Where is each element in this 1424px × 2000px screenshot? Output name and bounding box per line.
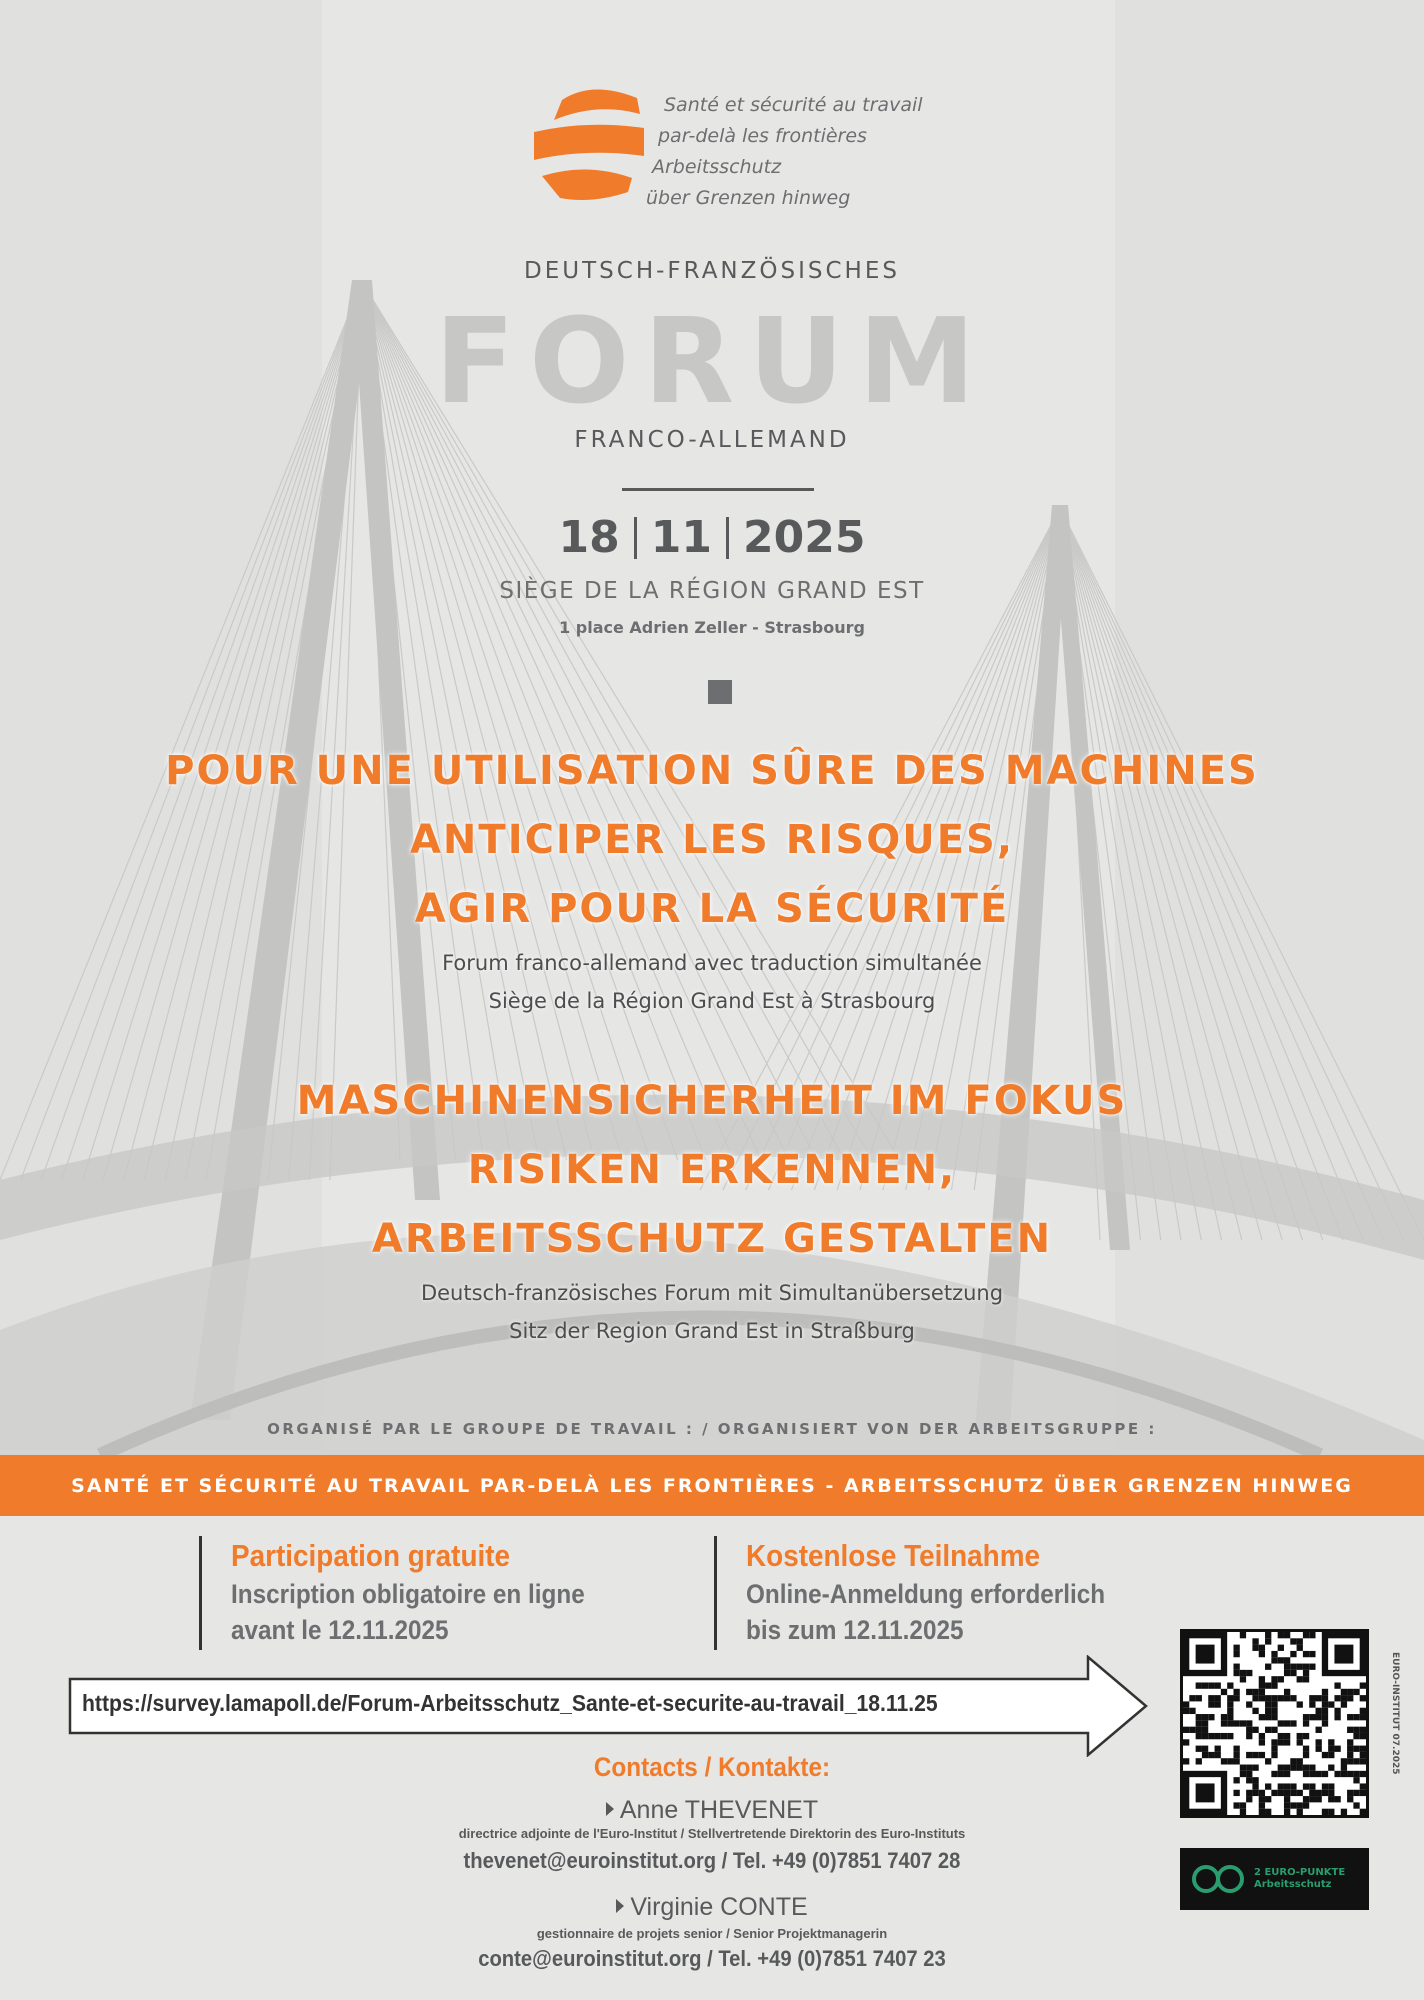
qr-module	[1316, 1739, 1322, 1745]
qr-module	[1284, 1783, 1290, 1789]
qr-module	[1227, 1708, 1233, 1714]
qr-module	[1240, 1676, 1246, 1682]
qr-module	[1215, 1733, 1221, 1739]
qr-module	[1316, 1727, 1322, 1733]
qr-code-icon[interactable]	[1180, 1629, 1369, 1818]
qr-module	[1328, 1746, 1334, 1752]
qr-module	[1196, 1714, 1202, 1720]
qr-module	[1322, 1689, 1328, 1695]
qr-module	[1284, 1739, 1290, 1745]
qr-module	[1215, 1695, 1221, 1701]
qr-module	[1290, 1783, 1296, 1789]
qr-module	[1353, 1689, 1359, 1695]
qr-module	[1252, 1638, 1258, 1644]
qr-module	[1196, 1733, 1202, 1739]
qr-module	[1189, 1695, 1195, 1701]
qr-module	[1227, 1720, 1233, 1726]
qr-module	[1233, 1695, 1239, 1701]
qr-module	[1303, 1632, 1309, 1638]
qr-module	[1265, 1695, 1271, 1701]
qr-module	[1303, 1733, 1309, 1739]
qr-module	[1240, 1632, 1246, 1638]
qr-module	[1334, 1708, 1340, 1714]
qr-module	[1208, 1733, 1214, 1739]
qr-module	[1328, 1739, 1334, 1745]
qr-module	[1347, 1695, 1353, 1701]
qr-module	[1271, 1676, 1277, 1682]
registration-line: Online-Anmeldung erforderlich	[746, 1579, 1106, 1609]
qr-module	[1303, 1714, 1309, 1720]
subtitle-line: Deutsch-französisches Forum mit Simultanübersetzung	[420, 1281, 1004, 1305]
qr-module	[1334, 1682, 1340, 1688]
qr-module	[1347, 1689, 1353, 1695]
qr-module	[1233, 1651, 1239, 1657]
registration-line: bis zum 12.11.2025	[746, 1615, 964, 1645]
headline-line: POUR UNE UTILISATION SÛRE DES MACHINES	[165, 748, 1259, 794]
qr-module	[1271, 1746, 1277, 1752]
qr-module	[1183, 1739, 1189, 1745]
qr-module	[1227, 1733, 1233, 1739]
contact-role: directrice adjointe de l'Euro-Institut / Stellvertretende Direktorin des Euro-Instituts	[458, 1826, 966, 1841]
qr-module	[1284, 1664, 1290, 1670]
qr-module	[1290, 1651, 1296, 1657]
qr-module	[1284, 1657, 1290, 1663]
qr-module	[1259, 1651, 1265, 1657]
contact-role: gestionnaire de projets senior / Senior Projektmanagerin	[536, 1926, 888, 1941]
qr-module	[1322, 1695, 1328, 1701]
qr-module	[1221, 1733, 1227, 1739]
qr-module	[1297, 1701, 1303, 1707]
divider	[622, 488, 814, 491]
qr-module	[1316, 1708, 1322, 1714]
contact-name-text: Virginie CONTE	[630, 1893, 808, 1921]
qr-module	[1271, 1714, 1277, 1720]
qr-module	[1353, 1777, 1359, 1783]
qr-module	[1290, 1638, 1296, 1644]
qr-module	[1221, 1689, 1227, 1695]
qr-module	[1316, 1695, 1322, 1701]
headline-line: MASCHINENSICHERHEIT IM FOKUS	[296, 1078, 1128, 1124]
date-day: 18	[558, 512, 620, 563]
qr-module	[1246, 1670, 1252, 1676]
qr-module	[1328, 1783, 1334, 1789]
date-separator	[634, 517, 637, 559]
qr-module	[1196, 1746, 1202, 1752]
qr-module	[1278, 1645, 1284, 1651]
kicker-french: FRANCO-ALLEMAND	[574, 427, 850, 453]
qr-module	[1246, 1727, 1252, 1733]
qr-module	[1309, 1632, 1315, 1638]
qr-module	[1259, 1676, 1265, 1682]
qr-module	[1278, 1695, 1284, 1701]
qr-module	[1227, 1714, 1233, 1720]
event-venue: SIÈGE DE LA RÉGION GRAND EST	[499, 578, 925, 604]
registration-line: avant le 12.11.2025	[231, 1615, 449, 1645]
qr-module	[1290, 1664, 1296, 1670]
qr-module	[1278, 1720, 1284, 1726]
qr-module	[1233, 1645, 1239, 1651]
qr-module	[1360, 1727, 1366, 1733]
qr-module	[1259, 1682, 1265, 1688]
qr-module	[1189, 1727, 1195, 1733]
headline-line: RISIKEN ERKENNEN,	[467, 1147, 957, 1193]
qr-module	[1297, 1739, 1303, 1745]
qr-module	[1240, 1670, 1246, 1676]
event-date	[0, 512, 1424, 563]
qr-module	[1196, 1695, 1202, 1701]
qr-module	[1202, 1727, 1208, 1733]
qr-module	[1303, 1676, 1309, 1682]
qr-module	[1246, 1701, 1252, 1707]
german-subtitle	[0, 1274, 1424, 1350]
qr-module	[1297, 1645, 1303, 1651]
qr-module	[1290, 1720, 1296, 1726]
qr-module	[1265, 1701, 1271, 1707]
subtitle-line: Forum franco-allemand avec traduction simultanée	[442, 951, 982, 975]
qr-module	[1284, 1689, 1290, 1695]
qr-module	[1347, 1739, 1353, 1745]
square-bullet-icon	[708, 680, 732, 704]
qr-module	[1202, 1733, 1208, 1739]
qr-module	[1252, 1727, 1258, 1733]
qr-module	[1309, 1651, 1315, 1657]
qr-module	[1353, 1771, 1359, 1777]
qr-module	[1265, 1638, 1271, 1644]
qr-module	[1322, 1701, 1328, 1707]
qr-module	[1252, 1695, 1258, 1701]
registration-heading: Kostenlose Teilnahme	[746, 1538, 1041, 1573]
date-year: 2025	[743, 512, 866, 563]
qr-module	[1215, 1701, 1221, 1707]
qr-module	[1221, 1714, 1227, 1720]
contact-name	[0, 1893, 1424, 1922]
triangle-bullet-icon	[616, 1899, 624, 1913]
organizer-label: ORGANISÉ PAR LE GROUPE DE TRAVAIL : / ORGANISIERT VON DER ARBEITSGRUPPE :	[267, 1420, 1157, 1438]
qr-module	[1347, 1727, 1353, 1733]
qr-module	[1297, 1638, 1303, 1644]
qr-module	[1316, 1714, 1322, 1720]
contact-name-text: Anne THEVENET	[619, 1796, 819, 1824]
qr-module	[1215, 1682, 1221, 1688]
qr-module	[1278, 1676, 1284, 1682]
qr-module	[1259, 1695, 1265, 1701]
french-headline	[0, 737, 1424, 944]
qr-module	[1322, 1720, 1328, 1726]
subtitle-line: Sitz der Region Grand Est in Straßburg	[509, 1319, 915, 1343]
subtitle-line: Siège de la Région Grand Est à Strasbourg	[488, 989, 936, 1013]
logo-line: Arbeitsschutz	[652, 156, 782, 178]
qr-module	[1341, 1701, 1347, 1707]
qr-module	[1271, 1651, 1277, 1657]
contacts-heading: Contacts / Kontakte:	[593, 1752, 831, 1782]
qr-module	[1284, 1670, 1290, 1676]
qr-module	[1360, 1682, 1366, 1688]
qr-module	[1208, 1695, 1214, 1701]
qr-module	[1227, 1682, 1233, 1688]
qr-module	[1353, 1758, 1359, 1764]
logo-line: Santé et sécurité au travail	[664, 94, 923, 116]
date-month: 11	[650, 512, 712, 563]
registration-link[interactable]: https://survey.lamapoll.de/Forum-Arbeitsschutz_Sante-et-securite-au-travail_18.11.25	[82, 1690, 938, 1716]
qr-module	[1290, 1670, 1296, 1676]
qr-module	[1202, 1746, 1208, 1752]
qr-module	[1284, 1720, 1290, 1726]
qr-module	[1303, 1720, 1309, 1726]
qr-module	[1271, 1657, 1277, 1663]
qr-module	[1284, 1632, 1290, 1638]
qr-module	[1309, 1714, 1315, 1720]
qr-module	[1271, 1727, 1277, 1733]
qr-module	[1284, 1733, 1290, 1739]
qr-module	[1196, 1720, 1202, 1726]
qr-module	[1353, 1746, 1359, 1752]
qr-module	[1246, 1733, 1252, 1739]
date-separator	[726, 517, 729, 559]
qr-module	[1353, 1714, 1359, 1720]
qr-finder	[1334, 1645, 1353, 1664]
contact-name	[0, 1796, 1424, 1825]
qr-module	[1252, 1783, 1258, 1789]
badge-line: Arbeitsschutz	[1254, 1879, 1332, 1890]
qr-module	[1227, 1695, 1233, 1701]
qr-module	[1259, 1645, 1265, 1651]
qr-module	[1303, 1651, 1309, 1657]
qr-module	[1259, 1689, 1265, 1695]
qr-module	[1252, 1689, 1258, 1695]
qr-module	[1290, 1695, 1296, 1701]
qr-module	[1259, 1733, 1265, 1739]
qr-module	[1341, 1695, 1347, 1701]
registration-french	[199, 1536, 669, 1650]
qr-module	[1240, 1720, 1246, 1726]
qr-module	[1202, 1714, 1208, 1720]
qr-module	[1341, 1689, 1347, 1695]
qr-module	[1271, 1682, 1277, 1688]
qr-module	[1360, 1771, 1366, 1777]
qr-module	[1265, 1783, 1271, 1789]
qr-module	[1360, 1695, 1366, 1701]
qr-module	[1309, 1783, 1315, 1789]
qr-module	[1303, 1664, 1309, 1670]
qr-module	[1322, 1783, 1328, 1789]
headline-line: ANTICIPER LES RISQUES,	[409, 817, 1015, 863]
qr-module	[1347, 1746, 1353, 1752]
qr-module	[1202, 1682, 1208, 1688]
logo-line: par-delà les frontières	[658, 125, 867, 147]
qr-module	[1233, 1689, 1239, 1695]
qr-module	[1252, 1645, 1258, 1651]
organizer-band: SANTÉ ET SÉCURITÉ AU TRAVAIL PAR-DELÀ LES FRONTIÈRES - ARBEITSSCHUTZ ÜBER GRENZEN HINWEG	[0, 1455, 1424, 1516]
qr-module	[1278, 1783, 1284, 1789]
qr-module	[1360, 1752, 1366, 1758]
qr-module	[1221, 1720, 1227, 1726]
qr-module	[1303, 1783, 1309, 1789]
logo-line: über Grenzen hinweg	[646, 187, 851, 209]
qr-module	[1265, 1708, 1271, 1714]
qr-module	[1271, 1739, 1277, 1745]
logo-tagline	[646, 90, 923, 214]
qr-module	[1265, 1632, 1271, 1638]
qr-module	[1303, 1746, 1309, 1752]
qr-module	[1309, 1664, 1315, 1670]
qr-module	[1360, 1708, 1366, 1714]
qr-module	[1284, 1695, 1290, 1701]
qr-module	[1233, 1746, 1239, 1752]
qr-module	[1265, 1682, 1271, 1688]
qr-module	[1271, 1708, 1277, 1714]
qr-module	[1208, 1682, 1214, 1688]
qr-module	[1233, 1720, 1239, 1726]
qr-module	[1183, 1701, 1189, 1707]
qr-module	[1353, 1733, 1359, 1739]
qr-module	[1316, 1746, 1322, 1752]
qr-module	[1259, 1739, 1265, 1745]
qr-module	[1202, 1720, 1208, 1726]
qr-module	[1227, 1701, 1233, 1707]
side-note	[1384, 1652, 1404, 1802]
qr-module	[1360, 1733, 1366, 1739]
qr-module	[1271, 1701, 1277, 1707]
qr-module	[1252, 1708, 1258, 1714]
contact-details[interactable]: conte@euroinstitut.org / Tel. +49 (0)7851 7407 23	[478, 1946, 946, 1971]
registration-german	[714, 1536, 1184, 1650]
qr-module	[1246, 1689, 1252, 1695]
qr-module	[1183, 1727, 1189, 1733]
registration-heading: Participation gratuite	[231, 1538, 511, 1573]
headline-line: AGIR POUR LA SÉCURITÉ	[414, 886, 1010, 932]
qr-module	[1297, 1676, 1303, 1682]
qr-module	[1265, 1664, 1271, 1670]
forum-logo-icon	[532, 80, 647, 212]
qr-module	[1278, 1733, 1284, 1739]
badge-line: 2 EURO-PUNKTE	[1254, 1867, 1346, 1878]
qr-finder	[1196, 1645, 1215, 1664]
qr-module	[1278, 1657, 1284, 1663]
headline-line: ARBEITSSCHUTZ GESTALTEN	[371, 1216, 1053, 1262]
qr-module	[1233, 1664, 1239, 1670]
qr-module	[1353, 1727, 1359, 1733]
kicker-german: DEUTSCH-FRANZÖSISCHES	[524, 258, 900, 284]
french-subtitle	[0, 944, 1424, 1020]
qr-module	[1360, 1714, 1366, 1720]
qr-module	[1303, 1670, 1309, 1676]
qr-module	[1360, 1758, 1366, 1764]
qr-module	[1297, 1733, 1303, 1739]
qr-module	[1360, 1783, 1366, 1789]
qr-module	[1334, 1714, 1340, 1720]
qr-module	[1278, 1632, 1284, 1638]
qr-module	[1322, 1708, 1328, 1714]
qr-module	[1322, 1714, 1328, 1720]
qr-module	[1278, 1739, 1284, 1745]
qr-module	[1328, 1701, 1334, 1707]
forum-title: FORUM	[434, 292, 990, 430]
qr-module	[1334, 1695, 1340, 1701]
contact-details[interactable]: thevenet@euroinstitut.org / Tel. +49 (0)7851 7407 28	[463, 1848, 961, 1873]
qr-module	[1183, 1708, 1189, 1714]
qr-module	[1360, 1746, 1366, 1752]
qr-module	[1215, 1746, 1221, 1752]
triangle-bullet-icon	[606, 1802, 614, 1816]
qr-module	[1309, 1701, 1315, 1707]
qr-module	[1334, 1746, 1340, 1752]
qr-module	[1259, 1714, 1265, 1720]
qr-module	[1246, 1720, 1252, 1726]
qr-module	[1208, 1714, 1214, 1720]
qr-module	[1208, 1701, 1214, 1707]
qr-module	[1309, 1695, 1315, 1701]
qr-module	[1271, 1695, 1277, 1701]
qr-module	[1347, 1714, 1353, 1720]
side-note-text: EURO-INSTITUT 07.2025	[1390, 1652, 1400, 1775]
event-address: 1 place Adrien Zeller - Strasbourg	[559, 618, 865, 637]
german-headline	[0, 1067, 1424, 1274]
qr-module	[1233, 1670, 1239, 1676]
qr-module	[1196, 1682, 1202, 1688]
qr-module	[1196, 1727, 1202, 1733]
qr-module	[1265, 1714, 1271, 1720]
qr-module	[1297, 1664, 1303, 1670]
registration-line: Inscription obligatoire en ligne	[231, 1579, 585, 1609]
qr-module	[1189, 1708, 1195, 1714]
qr-module	[1265, 1727, 1271, 1733]
